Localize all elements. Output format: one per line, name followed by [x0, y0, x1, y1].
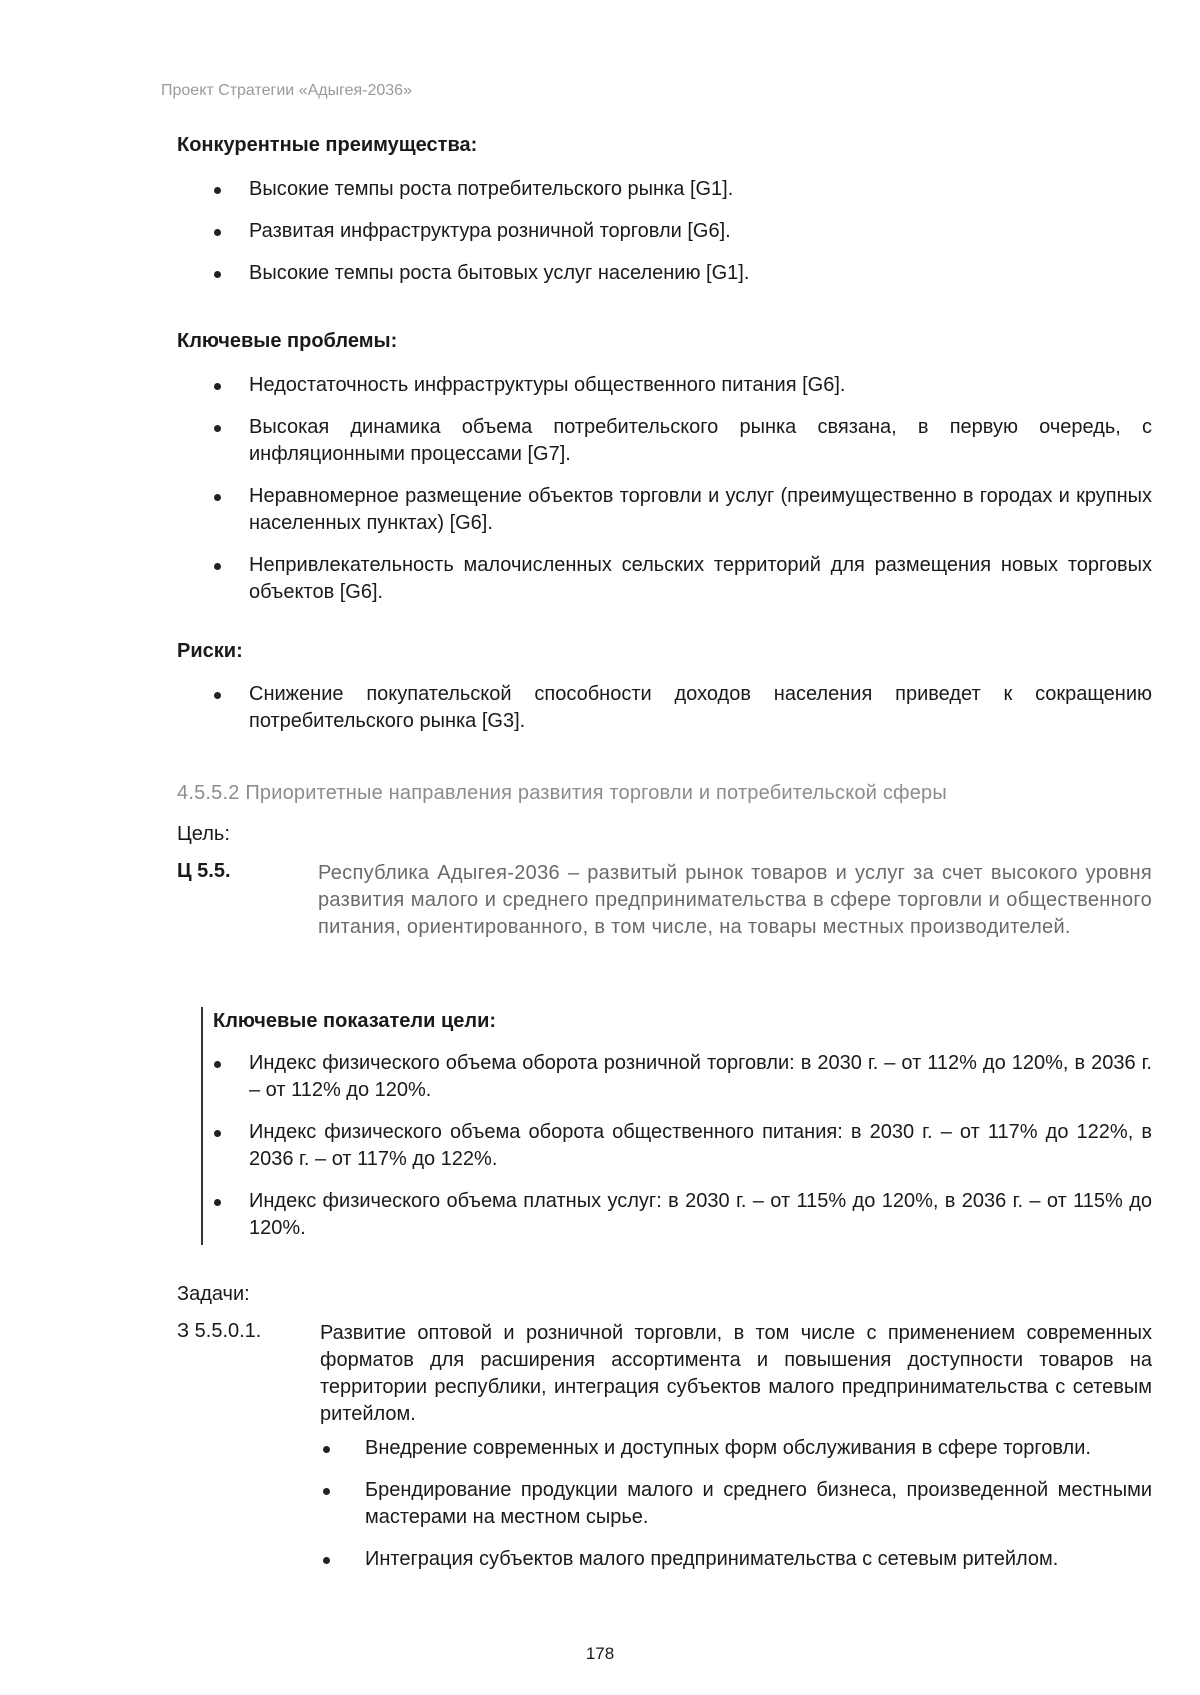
list-item: Внедрение современных и доступных форм обслуживания в сфере торговли. [320, 1435, 1152, 1462]
bullet-icon [214, 1130, 221, 1137]
list-item: Развитая инфраструктура розничной торговли [G6]. [177, 218, 1152, 245]
bullet-icon [323, 1557, 330, 1564]
bullet-icon [214, 425, 221, 432]
list-item: Высокие темпы роста потребительского рынка [G1]. [177, 176, 1152, 203]
bullet-icon [323, 1488, 330, 1495]
running-header: Проект Стратегии «Адыгея-2036» [161, 82, 412, 99]
bullet-icon [214, 383, 221, 390]
kpi-list [177, 1050, 1152, 1257]
list-item: Брендирование продукции малого и среднего бизнеса, произведенной местными мастерами на местном сырье. [320, 1477, 1152, 1531]
page-number: 178 [585, 1644, 615, 1663]
risks-list [177, 681, 1152, 750]
bullet-icon [214, 563, 221, 570]
section-title: 4.5.5.2 Приоритетные направления развития торговли и потребительской сферы [177, 782, 947, 804]
list-item: Недостаточность инфраструктуры общественного питания [G6]. [177, 372, 1152, 399]
advantages-heading: Конкурентные преимущества: [177, 134, 478, 156]
goal-label: Цель: [177, 823, 230, 845]
list-item: Индекс физического объема оборота общественного питания: в 2030 г. – от 117% до 122%, в 2036 г. – от 117% до 122%. [177, 1119, 1152, 1173]
goal-text: Республика Адыгея-2036 – развитый рынок товаров и услуг за счет высокого уровня развития малого и среднего предпринимательства в сфере торговли и общественного питания, ориентированного, в том числе, на товары местных производителей. [318, 862, 1152, 938]
tasks-label: Задачи: [177, 1283, 250, 1305]
kpi-heading: Ключевые показатели цели: [213, 1010, 497, 1032]
bullet-icon [323, 1446, 330, 1453]
bullet-icon [214, 494, 221, 501]
task-code: З 5.5.0.1. [177, 1320, 262, 1342]
advantages-list [177, 176, 1152, 302]
list-item: Непривлекательность малочисленных сельских территорий для размещения новых торговых объектов [G6]. [177, 552, 1152, 606]
problems-list [177, 372, 1152, 621]
bullet-icon [214, 271, 221, 278]
bullet-icon [214, 187, 221, 194]
list-item: Высокие темпы роста бытовых услуг населению [G1]. [177, 260, 1152, 287]
list-item: Индекс физического объема оборота розничной торговли: в 2030 г. – от 112% до 120%, в 2036 г. – от 112% до 120%. [177, 1050, 1152, 1104]
list-item: Индекс физического объема платных услуг: в 2030 г. – от 115% до 120%, в 2036 г. – от 115% до 120%. [177, 1188, 1152, 1242]
bullet-icon [214, 1199, 221, 1206]
bullet-icon [214, 692, 221, 699]
task-text: Развитие оптовой и розничной торговли, в том числе с применением современных форматов для расширения ассортимента и повышения доступности товаров на территории республики, интеграция субъектов малого предпринимательства с сетевым ритейлом. [320, 1322, 1152, 1425]
bullet-icon [214, 1061, 221, 1068]
list-item: Снижение покупательской способности доходов населения приведет к сокращению потребительского рынка [G3]. [177, 681, 1152, 735]
task-sublist [320, 1435, 1152, 1588]
list-item: Неравномерное размещение объектов торговли и услуг (преимущественно в городах и крупных населенных пунктах) [G6]. [177, 483, 1152, 537]
list-item: Интеграция субъектов малого предпринимательства с сетевым ритейлом. [320, 1546, 1152, 1573]
problems-heading: Ключевые проблемы: [177, 330, 398, 352]
risks-heading: Риски: [177, 640, 243, 662]
goal-code: Ц 5.5. [177, 860, 231, 882]
bullet-icon [214, 229, 221, 236]
list-item: Высокая динамика объема потребительского рынка связана, в первую очередь, с инфляционными процессами [G7]. [177, 414, 1152, 468]
